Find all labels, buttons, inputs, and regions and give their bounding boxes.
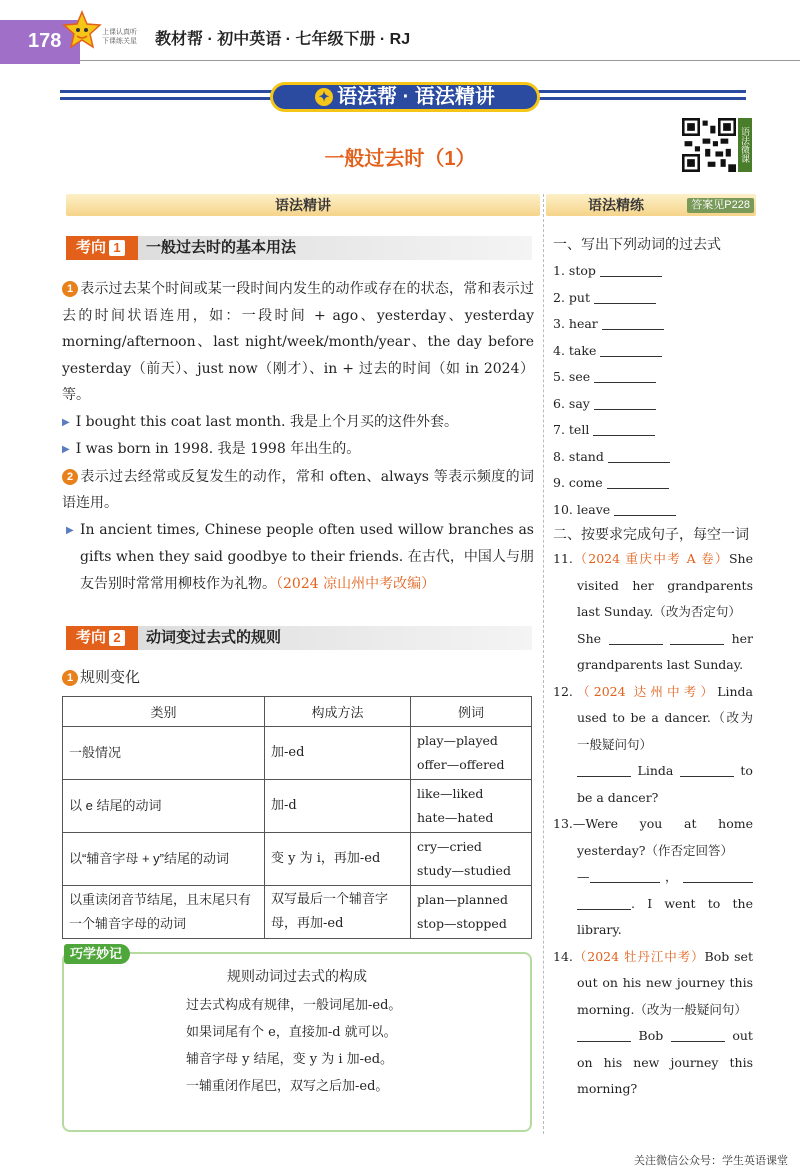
example-2: ▶ I was born in 1998. 我是 1998 年出生的。 <box>62 441 361 457</box>
right-section-title: 语法精练 <box>588 197 644 213</box>
star-mascot-icon <box>62 10 102 50</box>
answer-blank[interactable] <box>683 869 753 883</box>
table-cell: 变 y 为 i，再加-ed <box>265 833 411 886</box>
answer-blank[interactable] <box>590 869 660 883</box>
qr-code-icon[interactable] <box>682 118 736 172</box>
point-1: 1 表示过去某个时间或某一段时间内发生的动作或存在的状态，常和表示过去的时间状语连用，如：一段时间 + ago、yesterday、yesterday morning/afternoon、last night/week/month/year、the day before yesterday（前天）、just now（刚才）、in + 过去的时间（如 in 2024）等。 <box>62 281 534 403</box>
qr-label: 语法微课 <box>738 118 752 172</box>
list-item: 5. see <box>553 364 753 391</box>
answer-reference-badge: 答案见P228 <box>687 198 754 213</box>
answer-blank[interactable] <box>670 631 724 645</box>
footer-note: 关注微信公众号：学生英语课堂 <box>634 1155 788 1167</box>
answer-blank[interactable] <box>577 896 631 910</box>
topic-2-title: 动词变过去式的规则 <box>146 629 282 646</box>
table-cell: play—played offer—offered <box>411 727 532 780</box>
answer-12: Linda to be a dancer? <box>577 763 753 805</box>
list-item: 2. put <box>553 285 753 312</box>
answer-13: — ， . I went to the library. <box>577 869 753 937</box>
list-item: 10. leave <box>553 497 753 524</box>
triangle-bullet-icon: ▶ <box>62 444 70 455</box>
table-cell: 一般情况 <box>63 727 265 780</box>
rhyme-line: 过去式构成有规律，一般词尾加-ed。 <box>186 998 402 1013</box>
page-title: 一般过去时（1） <box>324 148 476 170</box>
question-13: 13.—Were you at home yesterday?（作否定回答） <box>553 816 753 858</box>
question-12: 12.（2024 达州中考）Linda used to be a dancer.（改为一般疑问句） <box>553 683 753 752</box>
answer-blank[interactable] <box>602 316 664 330</box>
answer-blank[interactable] <box>609 631 663 645</box>
topic-2-tag: 考向 2 <box>66 626 138 650</box>
table-cell: plan—planned stop—stopped <box>411 886 532 939</box>
exercise-1 <box>553 234 753 523</box>
topic-1-tag: 考向 1 <box>66 236 138 260</box>
table-row <box>63 833 532 886</box>
answer-blank[interactable] <box>614 502 676 516</box>
list-item: 7. tell <box>553 417 753 444</box>
topic-1-title: 一般过去时的基本用法 <box>146 239 297 256</box>
example-1: ▶ I bought this coat last month. 我是上个月买的这件外套。 <box>62 413 458 430</box>
answer-blank[interactable] <box>577 1028 631 1042</box>
table-cell: 双写最后一个辅音字母，再加-ed <box>265 886 411 939</box>
exercise-1-heading: 一、写出下列动词的过去式 <box>553 236 721 252</box>
memory-tip-rhyme <box>186 992 401 1100</box>
section-banner <box>270 82 540 112</box>
rhyme-line: 一辅重闭作尾巴，双写之后加-ed。 <box>186 1079 389 1094</box>
table-header-row <box>63 697 532 727</box>
topic-2-header <box>66 626 532 650</box>
rhyme-line: 如果词尾有个 e，直接加-d 就可以。 <box>186 1025 397 1040</box>
table-cell: 以重读闭音节结尾，且末尾只有一个辅音字母的动词 <box>63 886 265 939</box>
header-divider <box>80 60 800 61</box>
topic-1-header <box>66 236 532 260</box>
memory-tip-title: 规则动词过去式的构成 <box>227 968 367 984</box>
answer-blank[interactable] <box>594 396 656 410</box>
list-item: 3. hear <box>553 311 753 338</box>
table-cell: 加-d <box>265 780 411 833</box>
answer-blank[interactable] <box>593 422 655 436</box>
regular-change-subheading: 1 规则变化 <box>62 666 140 687</box>
exercise-2-heading: 二、按要求完成句子，每空一词 <box>553 526 749 542</box>
answer-blank[interactable] <box>594 290 656 304</box>
rules-table <box>62 696 532 939</box>
triangle-bullet-icon: ▶ <box>62 416 70 428</box>
answer-blank[interactable] <box>600 263 662 277</box>
table-row <box>63 727 532 780</box>
column-divider <box>543 194 544 1134</box>
list-item: 4. take <box>553 338 753 365</box>
exercise-2 <box>553 524 753 1103</box>
list-item: 9. come <box>553 470 753 497</box>
left-section-title: 语法精讲 <box>66 194 540 216</box>
example-3: ▶ In ancient times, Chinese people often used willow branches as gifts when they said goodbye to their friends. 在古代，中国人与朋友告别时常常用柳枝作为礼物。（2024 凉山州中考改编） <box>66 521 534 592</box>
col-header-category: 类别 <box>63 697 265 727</box>
answer-blank[interactable] <box>594 369 656 383</box>
answer-14: Bob out on his new journey this morning? <box>577 1028 753 1096</box>
list-item: 1. stop <box>553 258 753 285</box>
banner-title: 语法帮 · 语法精讲 <box>337 86 495 108</box>
memory-tip-tag: 巧学妙记 <box>64 944 130 964</box>
answer-blank[interactable] <box>577 763 631 777</box>
list-item: 6. say <box>553 391 753 418</box>
page-number: 178 <box>0 20 80 64</box>
col-header-examples: 例词 <box>411 697 532 727</box>
answer-blank[interactable] <box>680 763 734 777</box>
triangle-bullet-icon: ▶ <box>66 524 74 536</box>
question-14: 14.（2024 牡丹江中考）Bob set out on his new journey this morning.（改为一般疑问句） <box>553 948 753 1017</box>
table-row <box>63 886 532 939</box>
table-cell: 加-ed <box>265 727 411 780</box>
right-section-header <box>546 194 756 216</box>
table-cell: 以 e 结尾的动词 <box>63 780 265 833</box>
table-row <box>63 780 532 833</box>
list-item: 8. stand <box>553 444 753 471</box>
rhyme-line: 辅音字母 y 结尾，变 y 为 i 加-ed。 <box>186 1052 394 1067</box>
table-cell: 以“辅音字母 + y”结尾的动词 <box>63 833 265 886</box>
header-title: 教材帮 · 初中英语 · 七年级下册 · RJ <box>155 31 411 48</box>
col-header-method: 构成方法 <box>265 697 411 727</box>
brand-slogan: 上课认真听 下课练关星 <box>102 29 137 45</box>
question-11: 11.（2024 重庆中考 A 卷）She visited her grandparents last Sunday.（改为否定句） <box>553 551 753 619</box>
table-cell: cry—cried study—studied <box>411 833 532 886</box>
point-2: 2 表示过去经常或反复发生的动作，常和 often、always 等表示频度的词语连用。 <box>62 468 534 511</box>
answer-blank[interactable] <box>671 1028 725 1042</box>
answer-blank[interactable] <box>600 343 662 357</box>
answer-11: She her grandparents last Sunday. <box>577 630 753 672</box>
answer-blank[interactable] <box>608 449 670 463</box>
table-cell: like—liked hate—hated <box>411 780 532 833</box>
answer-blank[interactable] <box>607 475 669 489</box>
lightbulb-icon: ✦ <box>315 88 333 106</box>
topic-1-body <box>62 276 534 597</box>
